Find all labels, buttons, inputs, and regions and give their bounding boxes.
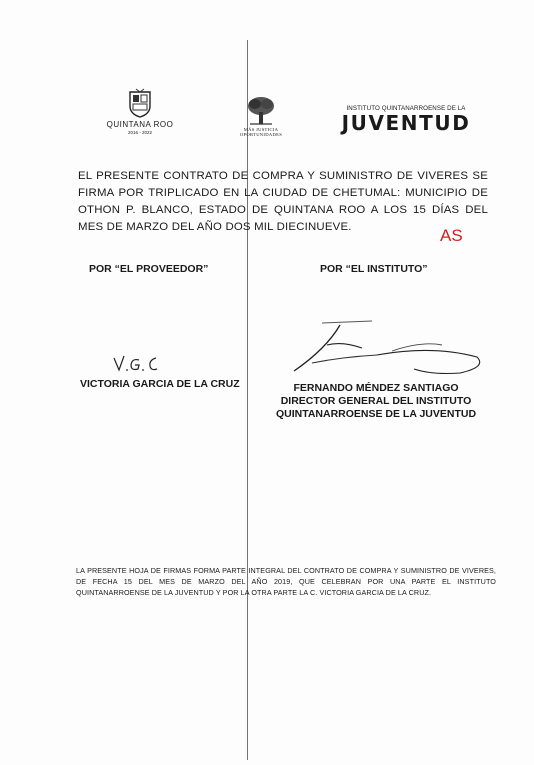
- government-emblem-logo: [228, 95, 294, 137]
- director-institution: QUINTANARROENSE DE LA JUVENTUD: [275, 408, 477, 420]
- provider-name: VICTORIA GARCIA DE LA CRUZ: [80, 378, 240, 390]
- instituto-logo: [336, 105, 476, 133]
- director-name: FERNANDO MÉNDEZ SANTIAGO: [293, 382, 459, 394]
- state-shield-icon: [126, 88, 154, 118]
- state-name: QUINTANA ROO: [106, 120, 174, 129]
- tree-icon: [244, 95, 278, 127]
- fold-line: [247, 40, 248, 760]
- provider-signature: [112, 352, 172, 374]
- state-years: 2016 - 2022: [127, 130, 153, 135]
- institute-label: POR “EL INSTITUTO”: [320, 263, 428, 275]
- director-signature: [282, 315, 492, 385]
- emblem-line-2: OPORTUNIDADES: [239, 132, 283, 137]
- quintana-roo-logo: [100, 88, 180, 135]
- provider-label: POR “EL PROVEEDOR”: [89, 263, 209, 275]
- instituto-logo-small: INSTITUTO QUINTANARROENSE DE LA: [346, 105, 466, 112]
- emblem-line-1: MÁS JUSTICIA: [243, 127, 279, 132]
- contract-closing-paragraph: EL PRESENTE CONTRATO DE COMPRA Y SUMINISTRO DE VIVERES SE FIRMA POR TRIPLICADO EN LA CIUDAD DE CHETUMAL: MUNICIPIO DE OTHON P. BLANCO, ESTADO DE QUINTANA ROO A LOS 15 DÍAS DEL MES DE MARZO DEL AÑO DOS MIL DIECINUEVE.: [78, 170, 488, 233]
- handwritten-initials: AS: [440, 226, 463, 245]
- instituto-logo-big: JUVENTUD: [341, 111, 471, 135]
- director-title: DIRECTOR GENERAL DEL INSTITUTO: [280, 395, 472, 407]
- signature-page-note: LA PRESENTE HOJA DE FIRMAS FORMA PARTE INTEGRAL DEL CONTRATO DE COMPRA Y SUMINISTRO DE VIVERES, DE FECHA 15 DEL MES DE MARZO DEL AÑO 2019, QUE CELEBRAN POR UNA PARTE EL INSTITUTO QUINTANARROENSE DE LA JUVENTUD Y POR LA OTRA PARTE LA C. VICTORIA GARCIA DE LA CRUZ.: [76, 566, 496, 597]
- director-name-block: [266, 382, 486, 421]
